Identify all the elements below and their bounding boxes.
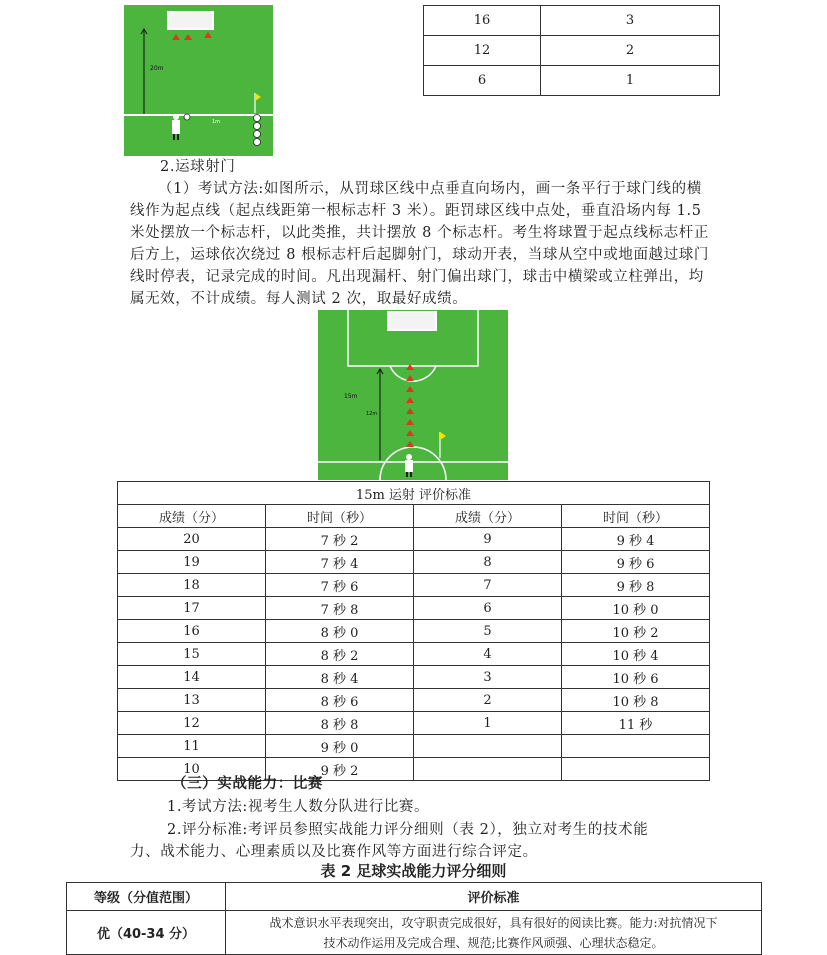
table-cell: 11 秒	[562, 712, 710, 735]
penalty-arc	[390, 366, 436, 381]
table-cell: 10 秒 6	[562, 666, 710, 689]
table-row	[118, 620, 710, 643]
table-cell	[414, 758, 562, 781]
distance-label-20m: 20m	[150, 65, 164, 72]
table-row	[118, 643, 710, 666]
ball-stack	[254, 115, 261, 146]
table-cell: 10	[118, 758, 266, 781]
table-cell: 13	[118, 689, 266, 712]
table2-caption: 表 2 足球实战能力评分细则	[320, 862, 507, 880]
shooting-diagram-svg	[318, 310, 508, 480]
table-cell: 4	[414, 643, 562, 666]
table-cell: 7 秒 4	[266, 551, 414, 574]
criteria-text-line: 技术动作运用及完成合理、规范;比赛作风顽强、心理状态稳定。	[323, 935, 664, 950]
table-row	[424, 6, 720, 36]
table-cell: 8 秒 6	[266, 689, 414, 712]
table-cell: 10 秒 2	[562, 620, 710, 643]
table-cell: 12	[424, 36, 541, 66]
distance-label-1m: 1m	[212, 119, 221, 125]
table-cell: 2	[541, 36, 720, 66]
grade-cell: 优（40-34 分）	[67, 911, 226, 955]
table-cell	[562, 758, 710, 781]
column-header: 成绩（分）	[118, 505, 266, 528]
ball-icon	[184, 114, 190, 120]
criteria-line: 力、战术能力、心理素质以及比赛作风等方面进行综合评定。	[130, 844, 538, 860]
table-cell: 9 秒 8	[562, 574, 710, 597]
table-row	[118, 689, 710, 712]
paragraph-line: 米处摆放一个标志杆，以此类推，共计摆放 8 个标志杆。考生将球置于起点线标志杆正	[130, 225, 709, 241]
table-cell: 9 秒 6	[562, 551, 710, 574]
table-cell: 16	[118, 620, 266, 643]
table-cell: 18	[118, 574, 266, 597]
table-cell: 7 秒 2	[266, 528, 414, 551]
match-evaluation-table	[66, 882, 762, 955]
table-cell: 10 秒 0	[562, 597, 710, 620]
goal-cones	[172, 32, 212, 40]
table-cell	[414, 735, 562, 758]
table-cell: 6	[414, 597, 562, 620]
table-cell: 9	[414, 528, 562, 551]
dribble-diagram-svg	[124, 5, 273, 156]
table-cell: 8	[414, 551, 562, 574]
table-row	[118, 528, 710, 551]
column-header-grade: 等级（分值范围）	[67, 883, 226, 911]
shooting-diagram-figure	[318, 310, 508, 480]
table-cell: 3	[414, 666, 562, 689]
table-cell: 16	[424, 6, 541, 36]
section-heading-dribble-shoot: 2.运球射门	[160, 159, 236, 175]
corner-flag-icon	[440, 432, 446, 458]
table-cell: 11	[118, 735, 266, 758]
table-row	[118, 597, 710, 620]
table-cell: 9 秒 2	[266, 758, 414, 781]
table-cell: 5	[414, 620, 562, 643]
column-header: 时间（秒）	[562, 505, 710, 528]
table-cell: 15	[118, 643, 266, 666]
table-cell	[562, 735, 710, 758]
table-cell: 9 秒 0	[266, 735, 414, 758]
table-cell: 14	[118, 666, 266, 689]
player-icon	[405, 454, 413, 477]
dribble-diagram-figure	[124, 5, 273, 156]
paragraph-line: 后方上，运球依次绕过 8 根标志杆后起脚射门，球动开表，当球从空中或地面越过球门	[130, 247, 709, 263]
table-cell: 8 秒 2	[266, 643, 414, 666]
player-icon	[172, 114, 180, 140]
table-cell: 6	[424, 66, 541, 96]
table-cell: 19	[118, 551, 266, 574]
paragraph-line: （1）考试方法:如图所示，从罚球区线中点垂直向场内，画一条平行于球门线的横	[158, 181, 702, 197]
table-cell: 2	[414, 689, 562, 712]
table-row	[118, 551, 710, 574]
table-row	[118, 735, 710, 758]
table-cell: 10 秒 4	[562, 643, 710, 666]
table-cell: 7	[414, 574, 562, 597]
paragraph-line: 线作为起点线（起点线距第一根标志杆 3 米）。距罚球区线中点处，垂直沿场内每 1.5	[130, 203, 702, 219]
table-cell: 20	[118, 528, 266, 551]
column-header: 成绩（分）	[414, 505, 562, 528]
table-row	[118, 666, 710, 689]
goal	[168, 12, 213, 29]
column-header: 时间（秒）	[266, 505, 414, 528]
goal	[388, 312, 436, 330]
table-cell: 3	[541, 6, 720, 36]
paragraph-line: 属无效，不计成绩。每人测试 2 次，取最好成绩。	[130, 291, 468, 307]
table-cell: 17	[118, 597, 266, 620]
match-method-line: 1.考试方法:视考生人数分队进行比赛。	[167, 799, 430, 815]
distance-label: 12m	[366, 411, 378, 417]
table-row	[118, 712, 710, 735]
corner-flag-icon	[255, 93, 261, 113]
table-cell: 7 秒 8	[266, 597, 414, 620]
table-cell: 12	[118, 712, 266, 735]
table-row	[118, 574, 710, 597]
section-heading-match: （三）实战能力：比赛	[172, 775, 323, 792]
table-row	[424, 66, 720, 96]
criteria-text-line: 战术意识水平表现突出，攻守职责完成很好，具有很好的阅读比赛。能力:对抗情况下	[269, 915, 718, 930]
table-cell: 9 秒 4	[562, 528, 710, 551]
top-score-table	[423, 5, 720, 96]
distance-label: 15m	[344, 393, 358, 400]
table-cell: 8 秒 8	[266, 712, 414, 735]
test-method-paragraph	[130, 178, 730, 310]
table-cell: 1	[414, 712, 562, 735]
table-cell: 1	[541, 66, 720, 96]
paragraph-line: 线时停表，记录完成的时间。凡出现漏杆、射门偏出球门，球击中横梁或立柱弹出，均	[130, 269, 704, 285]
table-cell: 7 秒 6	[266, 574, 414, 597]
cone-row	[406, 364, 414, 447]
criteria-line: 2.评分标准:考评员参照实战能力评分细则（表 2），独立对考生的技术能	[167, 822, 649, 838]
column-header-criteria: 评价标准	[226, 883, 762, 911]
table-title: 15m 运射 评价标准	[118, 482, 710, 505]
dribble-shoot-score-table	[117, 481, 710, 781]
criteria-cell	[226, 911, 762, 955]
table-cell: 10 秒 8	[562, 689, 710, 712]
table-cell: 8 秒 4	[266, 666, 414, 689]
table-cell: 8 秒 0	[266, 620, 414, 643]
table-row	[424, 36, 720, 66]
